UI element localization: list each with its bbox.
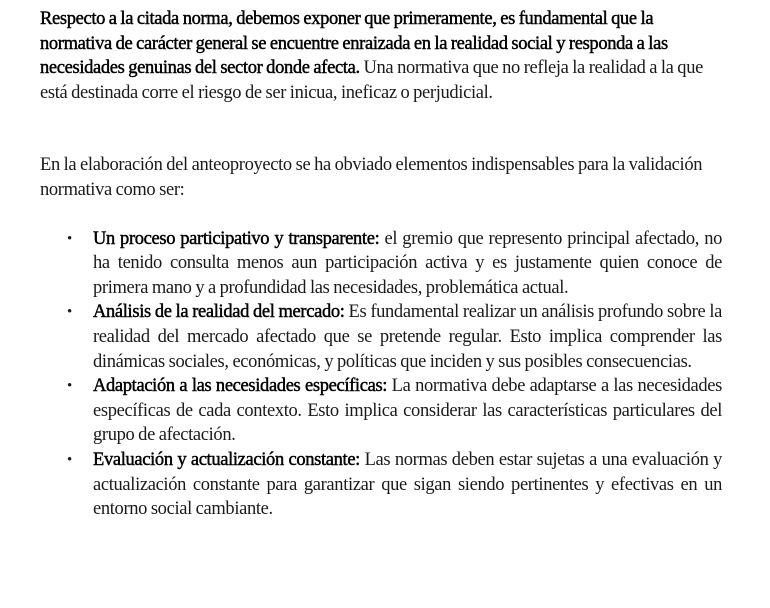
document-page	[40, 7, 722, 522]
intro-paragraph-lead: Respecto a la citada norma, debemos exponer que primeramente, es fundamental que la normativa de carácter general se encuentre enraizada en la realidad social y responda a las necesidades genuinas del sector donde afecta.	[40, 9, 668, 79]
list-item-term: Adaptación a las necesidades específicas:	[93, 376, 388, 397]
intro-paragraph-rest: Una normativa que no refleja la realidad a la que está destinada corre el riesgo de ser inicua, ineficaz o perjudicial.	[40, 58, 703, 103]
requirements-list	[40, 227, 722, 522]
bullet-icon: •	[67, 378, 72, 395]
list-item-term: Un proceso participativo y transparente:	[93, 228, 380, 249]
bullet-icon: •	[67, 230, 72, 247]
list-item-term: Análisis de la realidad del mercado:	[93, 302, 345, 323]
bullet-icon: •	[67, 304, 72, 321]
elements-intro-paragraph: En la elaboración del anteoproyecto se ha obviado elementos indispensables para la validación normativa como ser:	[40, 155, 703, 200]
list-item-text: el gremio que represento principal afectado, no ha tenido consulta menos aun participación activa y es justamente quien conoce de primera mano y a profundidad las necesidades, problemática actual.	[93, 228, 723, 298]
list-item-text: Es fundamental realizar un análisis profundo sobre la realidad del mercado afectado que se pretende regular. Esto implica comprender las dinámicas sociales, económicas, y políticas que inciden y sus posibles consecuencias.	[93, 302, 722, 372]
list-item-constant-evaluation	[67, 448, 722, 522]
list-item-participatory-process	[67, 227, 723, 301]
intro-paragraph	[40, 7, 722, 105]
list-item-text: La normativa debe adaptarse a las necesidades específicas de cada contexto. Esto implica considerar las características particulares del grupo de afectación.	[93, 376, 722, 446]
list-item-term: Evaluación y actualización constante:	[93, 449, 360, 470]
list-item-text: Las normas deben estar sujetas a una evaluación y actualización constante para garantizar que sigan siendo pertinentes y efectivas en un entorno social cambiante.	[93, 449, 722, 520]
list-item-specific-needs	[67, 374, 722, 448]
list-item-market-analysis	[67, 300, 722, 374]
bullet-icon: •	[67, 451, 72, 468]
